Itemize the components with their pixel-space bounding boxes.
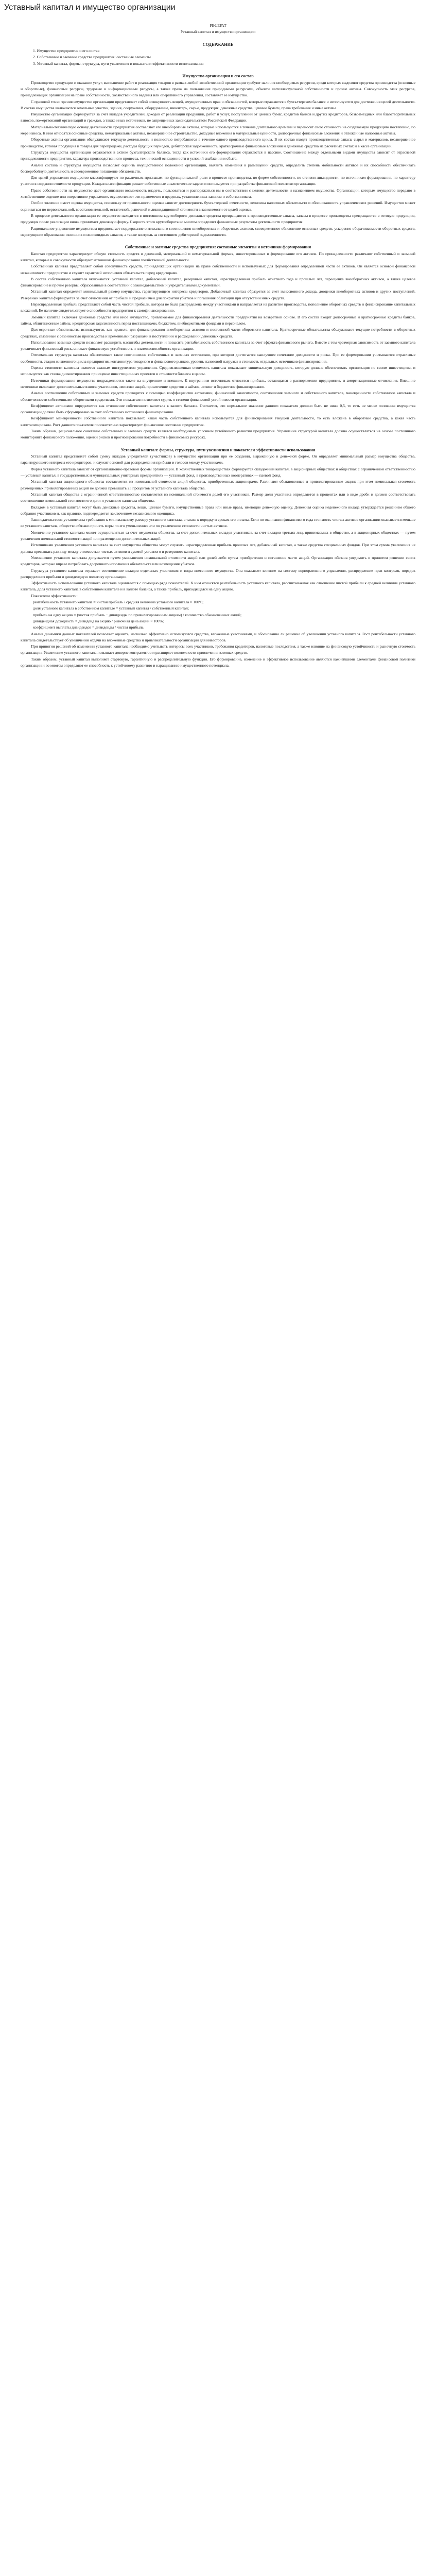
document-body — [21, 23, 415, 669]
list-item: дивидендная доходность = дивиденд на акцию / рыночная цена акции × 100%; — [33, 618, 164, 623]
centered-line: Уставный капитал и имущество организации — [180, 29, 256, 35]
page-title: Уставный капитал и имущество организации — [4, 3, 176, 12]
paragraph: В состав собственного капитала включаются: уставный капитал, добавочный капитал, резервный капитал, нераспределенная прибыль отчетного года и прошлых лет, переоценка внеоборотных активов, а также целевое финансирование и прочие резервы, образованные в соответствии с законодательством и учредительными документами. — [21, 276, 415, 288]
paragraph: Структура имущества организации отражается в активе бухгалтерского баланса, тогда как источники его формирования отражаются в пассиве. Соотношение между отдельными видами имущества зависит от отраслевой принадлежности предприятия, характера производственного процесса, технической оснащенности и условий снабжения и сбыта. — [21, 149, 415, 161]
section-heading: Собственные и заемные средства предприятия: составные элементы и источники формирования — [125, 245, 311, 250]
list-item: доля уставного капитала в собственном капитале = уставный капитал / собственный капитал; — [33, 606, 189, 611]
paragraph: Нераспределенная прибыль представляет собой часть чистой прибыли, которая не была распределена между участниками и направляется на развитие производства, пополнение оборотных средств и финансирование капитальных вложений. Ее наличие свидетельствует о способности предприятия к самофинансированию. — [21, 302, 415, 313]
paragraph: Эффективность использования уставного капитала оценивается с помощью ряда показателей. К ним относятся рентабельность уставного капитала, рассчитываемая как отношение чистой прибыли к средней величине уставного капитала, доля уставного капитала в собственном капитале и в валюте баланса, а также прибыль, приходящаяся на одну акцию. — [21, 581, 415, 592]
spacer — [21, 36, 415, 42]
spacer — [21, 238, 415, 244]
list-item: прибыль на одну акцию = (чистая прибыль − дивиденды по привилегированным акциям) / количество обыкновенных акций; — [33, 612, 242, 617]
paragraph: Производство продукции и оказание услуг, выполнение работ и реализация товаров в рамках любой хозяйственной организации требуют наличия необходимых ресурсов, среди которых выделяют средства производства (основные и оборотные), финансовые ресурсы, трудовые и информационные ресурсы, а также права на пользование природными ресурсами, объекты интеллектуальной собственности и прочие активы. Совокупность этих ресурсов, принадлежащих организации на праве собственности, хозяйственного ведения или оперативного управления, составляет ее имущество. — [21, 80, 415, 98]
paragraph: Законодательством установлены требования к минимальному размеру уставного капитала, а также к порядку и срокам его оплаты. Если по окончании финансового года стоимость чистых активов организации оказывается меньше ее уставного капитала, общество обязано принять меры по его уменьшению или по увеличению стоимости чистых активов. — [21, 517, 415, 529]
section-heading: Уставный капитал: формы, структура, пути увеличения и показатели эффективности использования — [120, 447, 316, 452]
paragraph: Право собственности на имущество дает организации возможность владеть, пользоваться и распоряжаться им в соответствии с целями деятельности и назначением имущества. Организации, которым имущество передано в хозяйственное ведение или оперативное управление, осуществляют эти правомочия в пределах, установленных законом и собственником. — [21, 188, 415, 199]
paragraph: Источниками увеличения уставного капитала за счет имущества общества могут служить нераспределенная прибыль прошлых лет, добавочный капитал, а также средства специальных фондов. При этом сумма увеличения не должна превышать разницу между стоимостью чистых активов и суммой уставного и резервного капитала. — [21, 543, 415, 554]
spacer — [21, 67, 415, 73]
paragraph: Для целей управления имущество классифицируют по различным признакам: по функциональной роли в процессе производства, по форме собственности, по степени ликвидности, по источникам формирования, по характеру участия в создании стоимости продукции. Каждая классификация решает собственные аналитические задачи и используется при разработке финансовой политики организации. — [21, 175, 415, 187]
paragraph: Уставный капитал акционерного общества составляется из номинальной стоимости акций общества, приобретенных акционерами. Различают обыкновенные и привилегированные акции; при этом номинальная стоимость размещенных привилегированных акций не должна превышать 25 процентов от уставного капитала общества. — [21, 479, 415, 490]
paragraph: Имущество организации формируется за счет вкладов учредителей, доходов от реализации продукции, работ и услуг, поступлений от ценных бумаг, кредитов банков и других кредиторов, безвозмездных или благотворительных взносов, пожертвований организаций и граждан, а также иных источников, не запрещенных законодательством Российской Федерации. — [21, 112, 415, 123]
paragraph: Материально-техническую основу деятельности предприятия составляют его внеоборотные активы, которые используются в течение длительного времени и переносят свою стоимость на создаваемую продукцию постепенно, по мере износа. К ним относятся основные средства, нематериальные активы, незавершенное строительство, доходные вложения в материальные ценности, долгосрочные финансовые вложения и отложенные налоговые активы. — [21, 124, 415, 136]
paragraph: Капитал предприятия характеризует общую стоимость средств в денежной, материальной и нематериальной формах, инвестированных в формирование его активов. По принадлежности различают собственный и заемный капитал, которые в совокупности образуют источники финансирования хозяйственной деятельности. — [21, 251, 415, 262]
paragraph: Вкладом в уставный капитал могут быть денежные средства, вещи, ценные бумаги, имущественные права или иные права, имеющие денежную оценку. Денежная оценка неденежного вклада утверждается решением общего собрания участников и, как правило, подтверждается заключением независимого оценщика. — [21, 504, 415, 516]
paragraph: Таким образом, рациональное сочетание собственных и заемных средств является необходимым условием устойчивого развития предприятия. Управление структурой капитала должно осуществляться на основе постоянного мониторинга финансового положения, оценки рисков и прогнозирования потребности в финансовых ресурсах. — [21, 429, 415, 440]
paragraph: Анализ соотношения собственных и заемных средств проводится с помощью коэффициентов автономии, финансовой зависимости, соотношения заемного и собственного капитала, маневренности собственного капитала и обеспеченности собственными оборотными средствами. Эти показатели позволяют судить о степени финансовой устойчивости организации. — [21, 391, 415, 402]
list-item: рентабельность уставного капитала = чистая прибыль / средняя величина уставного капитала × 100%; — [33, 600, 204, 605]
paragraph: Анализ состава и структуры имущества позволяет оценить имущественное положение организации, выявить изменения в размещении средств, определить степень мобильности активов и их способность обеспечивать бесперебойную деятельность и своевременное погашение обязательств. — [21, 162, 415, 174]
section-heading: Имущество организации и его состав — [182, 74, 254, 79]
list-item: 3. Уставный капитал, формы, структура, пути увеличения и показатели эффективности использования — [33, 61, 204, 66]
paragraph: Собственный капитал представляет собой совокупность средств, принадлежащих организации на праве собственности и используемых для формирования определенной части ее активов. Он является основой финансовой независимости предприятия и служит гарантией исполнения обязательств перед кредиторами. — [21, 264, 415, 275]
paragraph: Увеличение уставного капитала может осуществляться за счет имущества общества, за счет дополнительных вкладов участников, за счет вкладов третьих лиц, принимаемых в общество, а в акционерных обществах — путем увеличения номинальной стоимости акций или размещения дополнительных акций. — [21, 530, 415, 541]
spacer — [21, 441, 415, 447]
list-item: коэффициент выплаты дивидендов = дивиденды / чистая прибыль. — [33, 625, 145, 630]
centered-line: РЕФЕРАТ — [210, 23, 226, 28]
paragraph: Структура уставного капитала отражает соотношение вкладов отдельных участников и виды внесенного имущества. Она оказывает влияние на систему корпоративного управления, распределение прав контроля, порядок распределения прибыли и дивидендную политику организации. — [21, 568, 415, 579]
paragraph: Коэффициент маневренности собственного капитала показывает, какая часть собственного капитала используется для финансирования текущей деятельности, то есть вложена в оборотные средства, а какая часть капитализирована. Рост данного показателя положительно характеризует финансовое состояние предприятия. — [21, 416, 415, 427]
paragraph: Форма уставного капитала зависит от организационно-правовой формы организации. В хозяйственных товариществах формируется складочный капитал, в акционерных обществах и обществах с ограниченной ответственностью — уставный капитал, в государственных и муниципальных унитарных предприятиях — уставный фонд, в производственных кооперативах — паевой фонд. — [21, 466, 415, 478]
paragraph: Уставный капитал представляет собой сумму вкладов учредителей (участников) в имущество организации при ее создании, выраженную в денежной форме. Он определяет минимальный размер имущества общества, гарантирующего интересы его кредиторов, и служит основой для распределения прибыли и голосов между участниками. — [21, 454, 415, 465]
paragraph: Анализ динамики данных показателей позволяет оценить, насколько эффективно используются средства, вложенные участниками, и обоснованно ли решение об увеличении уставного капитала. Рост рентабельности уставного капитала свидетельствует об увеличении отдачи на вложенные средства и привлекательности организации для инвесторов. — [21, 631, 415, 642]
paragraph: Использование заемных средств позволяет расширить масштабы деятельности и повысить рентабельность собственного капитала за счет эффекта финансового рычага. Вместе с тем чрезмерная зависимость от заемного капитала увеличивает финансовый риск, снижает финансовую устойчивость и платежеспособность организации. — [21, 340, 415, 351]
paragraph: Уставный капитал общества с ограниченной ответственностью составляется из номинальной стоимости долей его участников. Размер доли участника определяется в процентах или в виде дроби и должен соответствовать соотношению номинальной стоимости его доли и уставного капитала общества. — [21, 492, 415, 503]
paragraph: Уменьшение уставного капитала допускается путем уменьшения номинальной стоимости акций или долей либо путем приобретения и погашения части акций. Организация обязана уведомить о принятом решении своих кредиторов, которые вправе потребовать досрочного исполнения обязательств или возмещения убытков. — [21, 555, 415, 567]
paragraph: В процессе деятельности организации ее имущество находится в постоянном кругообороте: денежные средства превращаются в производственные запасы, запасы в процессе производства превращаются в готовую продукцию, продукция после реализации вновь принимает денежную форму. Скорость этого кругооборота во многом определяет финансовые результаты деятельности предприятия. — [21, 213, 415, 225]
paragraph: Оптимальная структура капитала обеспечивает такое соотношение собственных и заемных источников, при котором достигается наилучшее сочетание доходности и риска. При ее формировании учитываются отраслевые особенности, стадия жизненного цикла предприятия, конъюнктура товарного и финансового рынков, уровень налоговой нагрузки и стоимость отдельных источников финансирования. — [21, 352, 415, 364]
list-item: 2. Собственные и заемные средства предприятия: составные элементы — [33, 55, 151, 60]
paragraph: Особое значение имеет оценка имущества, поскольку от правильности оценки зависит достоверность бухгалтерской отчетности, величина налоговых обязательств и обоснованность управленческих решений. Имущество может оцениваться по первоначальной, восстановительной, остаточной, рыночной и ликвидационной стоимости в зависимости от целей оценки. — [21, 200, 415, 212]
paragraph: Уставный капитал определяет минимальный размер имущества, гарантирующего интересы кредиторов. Добавочный капитал образуется за счет эмиссионного дохода, дооценки внеоборотных активов и других поступлений. Резервный капитал формируется за счет отчислений от прибыли и предназначен для покрытия убытков и погашения облигаций при отсутствии иных средств. — [21, 289, 415, 300]
section-heading: СОДЕРЖАНИЕ — [202, 42, 234, 47]
paragraph: Рациональное управление имуществом предполагает поддержание оптимального соотношения внеоборотных и оборотных активов, своевременное обновление основных средств, ускорение оборачиваемости оборотных средств, недопущение образования излишних и неликвидных запасов, а также контроль за состоянием дебиторской задолженности. — [21, 226, 415, 237]
paragraph: Долгосрочные обязательства используются, как правило, для финансирования внеоборотных активов и постоянной части оборотного капитала. Краткосрочные обязательства обслуживают текущие потребности в оборотных средствах, связанные с сезонностью производства и временными разрывами в поступлении и расходовании денежных средств. — [21, 327, 415, 338]
paragraph: Источники формирования имущества подразделяются также на внутренние и внешние. К внутренним источникам относятся прибыль, остающаяся в распоряжении предприятия, и амортизационные отчисления. Внешние источники включают дополнительные взносы участников, эмиссию акций, привлечение кредитов и займов, лизинг и бюджетное финансирование. — [21, 378, 415, 389]
paragraph: Коэффициент автономии определяется как отношение собственного капитала к валюте баланса. Считается, что нормальное значение данного показателя должно быть не ниже 0,5, то есть не менее половины имущества организации должно быть сформировано за счет собственных источников финансирования. — [21, 403, 415, 415]
paragraph: Оценка стоимости капитала является важным инструментом управления. Средневзвешенная стоимость капитала показывает минимальную доходность, которую должна обеспечивать организация по своим инвестициям, и используется как ставка дисконтирования при оценке инвестиционных проектов и стоимости бизнеса в целом. — [21, 365, 415, 377]
paragraph: Показатели эффективности: — [31, 593, 78, 598]
paragraph: Заемный капитал включает денежные средства или иное имущество, привлекаемое для финансирования деятельности предприятия на возвратной основе. В его состав входят долгосрочные и краткосрочные кредиты банков, займы, облигационные займы, кредиторская задолженность перед поставщиками, бюджетом, внебюджетными фондами и персоналом. — [21, 314, 415, 326]
paragraph: Оборотные активы организации обслуживают текущую деятельность и полностью потребляются в течение одного производственного цикла. В их состав входят производственные запасы сырья и материалов, незавершенное производство, готовая продукция и товары для перепродажи, расходы будущих периодов, дебиторская задолженность, краткосрочные финансовые вложения и денежные средства на расчетных счетах и в кассе организации. — [21, 137, 415, 148]
paragraph: С правовой точки зрения имущество организации представляет собой совокупность вещей, имущественных прав и обязанностей, которые отражаются в бухгалтерском балансе и используются для достижения целей деятельности. В состав имущества включаются земельные участки, здания, сооружения, оборудование, инвентарь, сырье, продукция, денежные средства, ценные бумаги, права требования и иные активы. — [21, 99, 415, 110]
list-item: 1. Имущество предприятия и его состав — [33, 48, 100, 54]
paragraph: При принятии решений об изменении уставного капитала необходимо учитывать интересы всех участников, требования кредиторов, налоговые последствия, а также влияние на финансовую устойчивость и рыночную стоимость организации. Увеличение уставного капитала повышает доверие контрагентов и расширяет возможности привлечения заемных средств. — [21, 644, 415, 655]
paragraph: Таким образом, уставный капитал выполняет стартовую, гарантийную и распределительную функции. Его формирование, изменение и эффективное использование являются важнейшими элементами финансовой политики организации и во многом определяют ее способность к устойчивому развитию и наращиванию имущественного потенциала. — [21, 656, 415, 668]
